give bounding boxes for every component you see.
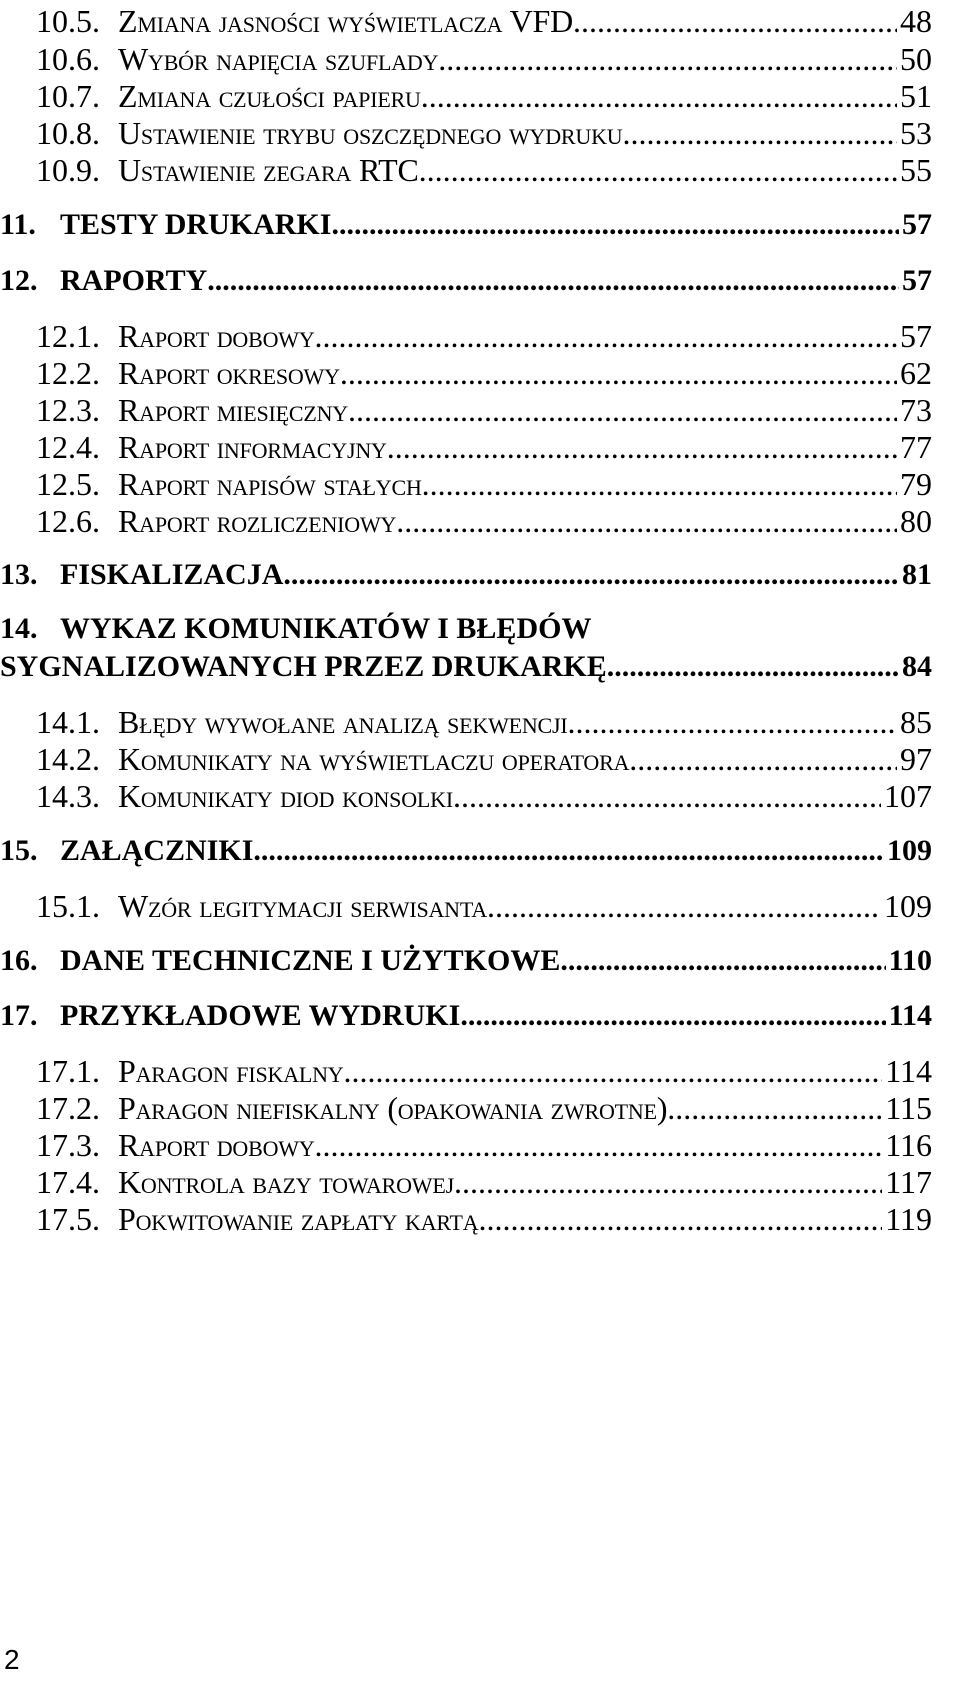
toc-entry-number: 12.5. bbox=[36, 466, 100, 502]
toc-entry-title: Paragon fiskalny bbox=[118, 1053, 344, 1089]
toc-entry-title: Ustawienie zegara RTC bbox=[118, 152, 419, 188]
toc-leader-dots bbox=[460, 997, 885, 1035]
toc-leader-dots bbox=[438, 40, 897, 78]
toc-section-page: 57 bbox=[902, 208, 932, 241]
toc-entry-page: 62 bbox=[900, 355, 932, 391]
toc-section-number: 17. bbox=[0, 999, 38, 1032]
toc-leader-dots bbox=[453, 777, 881, 815]
toc-section-number: 12. bbox=[0, 264, 38, 297]
toc-leader-dots bbox=[315, 317, 897, 355]
toc-section[interactable] bbox=[0, 942, 932, 980]
toc-leader-dots bbox=[253, 832, 884, 870]
toc-section-number: 13. bbox=[0, 558, 38, 591]
toc-entry[interactable] bbox=[36, 1089, 932, 1127]
toc-leader-dots bbox=[421, 77, 897, 115]
toc-entry[interactable] bbox=[36, 391, 932, 429]
toc-entry-number: 15.1. bbox=[36, 888, 100, 924]
toc-section[interactable] bbox=[0, 648, 932, 686]
toc-section-title: ZAŁĄCZNIKI bbox=[60, 834, 254, 867]
toc-entry-page: 57 bbox=[900, 318, 932, 354]
toc-leader-dots bbox=[344, 1052, 883, 1090]
toc-entry-title: Raport dobowy bbox=[118, 1127, 315, 1163]
toc-entry[interactable] bbox=[36, 77, 932, 115]
toc-entry-page: 85 bbox=[900, 704, 932, 740]
toc-section-title: RAPORTY bbox=[60, 264, 208, 297]
toc-entry-number: 14.2. bbox=[36, 741, 100, 777]
toc-leader-dots bbox=[283, 556, 899, 594]
toc-entry-page: 116 bbox=[885, 1127, 932, 1163]
toc-leader-dots bbox=[607, 648, 899, 686]
toc-entry-number: 14.1. bbox=[36, 704, 100, 740]
toc-entry-title: Raport dobowy bbox=[118, 318, 315, 354]
toc-section-number: 16. bbox=[0, 944, 38, 977]
toc-entry[interactable] bbox=[36, 317, 932, 355]
toc-entry-page: 50 bbox=[900, 41, 932, 77]
toc-entry-page: 77 bbox=[900, 429, 932, 465]
toc-entry-title: Zmiana jasności wyświetlacza VFD bbox=[118, 3, 574, 39]
toc-section-page: 110 bbox=[888, 944, 932, 977]
toc-entry-number: 10.6. bbox=[36, 41, 100, 77]
toc-leader-dots bbox=[622, 114, 897, 152]
toc-section[interactable] bbox=[0, 997, 932, 1035]
toc-entry-title: Komunikaty na wyświetlaczu operatora bbox=[118, 741, 630, 777]
toc-leader-dots bbox=[422, 465, 897, 503]
toc-leader-dots bbox=[573, 2, 897, 40]
toc-entry[interactable] bbox=[36, 428, 932, 466]
toc-section-title: WYKAZ KOMUNIKATÓW I BŁĘDÓW bbox=[60, 612, 592, 645]
toc-entry[interactable] bbox=[36, 1052, 932, 1090]
toc-entry-number: 17.3. bbox=[36, 1127, 100, 1163]
toc-entry[interactable] bbox=[36, 354, 932, 392]
toc-entry-number: 12.2. bbox=[36, 355, 100, 391]
toc-entry-page: 51 bbox=[900, 78, 932, 114]
page-number: 2 bbox=[4, 1644, 20, 1675]
toc-entry-page: 119 bbox=[885, 1201, 932, 1237]
toc-section-page: 57 bbox=[902, 264, 932, 297]
toc-section-number: 11. bbox=[0, 208, 36, 241]
toc-section-number: 14. bbox=[0, 612, 38, 645]
toc-entry-number: 12.4. bbox=[36, 429, 100, 465]
toc-section-page: 81 bbox=[902, 558, 932, 591]
toc-entry-title: Zmiana czułości papieru bbox=[118, 78, 421, 114]
toc-leader-dots bbox=[419, 151, 897, 189]
toc-entry-page: 114 bbox=[885, 1053, 932, 1089]
toc-section-title-line1[interactable] bbox=[0, 610, 591, 648]
toc-entry-title: Paragon niefiskalny (opakowania zwrotne) bbox=[118, 1090, 668, 1126]
toc-entry-number: 12.1. bbox=[36, 318, 100, 354]
toc-leader-dots bbox=[387, 428, 897, 466]
toc-entry[interactable] bbox=[36, 1126, 932, 1164]
toc-entry[interactable] bbox=[36, 151, 932, 189]
toc-entry[interactable] bbox=[36, 40, 932, 78]
toc-leader-dots bbox=[315, 1126, 883, 1164]
toc-entry-title: Błędy wywołane analizą sekwencji bbox=[118, 704, 568, 740]
toc-section-number: 15. bbox=[0, 834, 38, 867]
toc-entry-number: 10.8. bbox=[36, 115, 100, 151]
toc-leader-dots bbox=[454, 1163, 882, 1201]
toc-section-page: 114 bbox=[888, 999, 932, 1032]
toc-entry[interactable] bbox=[36, 2, 932, 40]
toc-leader-dots bbox=[331, 206, 899, 244]
toc-section-title: FISKALIZACJA bbox=[60, 558, 284, 591]
toc-section-title: TESTY DRUKARKI bbox=[60, 208, 332, 241]
toc-entry-title: Komunikaty diod konsolki bbox=[118, 778, 453, 814]
toc-section-title: DANE TECHNICZNE I UŻYTKOWE bbox=[60, 944, 561, 977]
toc-entry[interactable] bbox=[36, 740, 932, 778]
toc-leader-dots bbox=[479, 1200, 883, 1238]
toc-entry[interactable] bbox=[36, 465, 932, 503]
toc-entry-number: 17.4. bbox=[36, 1164, 100, 1200]
toc-entry-number: 12.3. bbox=[36, 392, 100, 428]
toc-entry[interactable] bbox=[36, 703, 932, 741]
toc-section-title: PRZYKŁADOWE WYDRUKI bbox=[60, 999, 461, 1032]
toc-entry-title: Kontrola bazy towarowej bbox=[118, 1164, 454, 1200]
toc-entry-title: Raport okresowy bbox=[118, 355, 340, 391]
toc-leader-dots bbox=[487, 887, 881, 925]
toc-leader-dots bbox=[340, 354, 897, 392]
toc-section-page: 109 bbox=[887, 834, 932, 867]
toc-entry-page: 109 bbox=[884, 888, 932, 924]
toc-entry[interactable] bbox=[36, 502, 932, 540]
toc-entry-number: 12.6. bbox=[36, 503, 100, 539]
toc-entry-title: Wzór legitymacji serwisanta bbox=[118, 888, 488, 924]
toc-entry-page: 73 bbox=[900, 392, 932, 428]
toc-section[interactable] bbox=[0, 206, 932, 244]
toc-entry-page: 80 bbox=[900, 503, 932, 539]
toc-leader-dots bbox=[560, 942, 885, 980]
toc-entry-page: 115 bbox=[885, 1090, 932, 1126]
toc-entry-number: 17.5. bbox=[36, 1201, 100, 1237]
toc-entry-number: 14.3. bbox=[36, 778, 100, 814]
toc-leader-dots bbox=[667, 1089, 882, 1127]
toc-entry-page: 53 bbox=[900, 115, 932, 151]
toc-entry-title: Raport miesięczny bbox=[118, 392, 348, 428]
toc-entry-title: Raport napisów stałych bbox=[118, 466, 422, 502]
toc-leader-dots bbox=[396, 502, 897, 540]
toc-section[interactable] bbox=[0, 832, 932, 870]
toc-entry-number: 10.9. bbox=[36, 152, 100, 188]
toc-entry-title: Pokwitowanie zapłaty kartą bbox=[118, 1201, 479, 1237]
toc-entry[interactable] bbox=[36, 1200, 932, 1238]
toc-leader-dots bbox=[348, 391, 897, 429]
toc-entry-page: 117 bbox=[885, 1164, 932, 1200]
toc-leader-dots bbox=[207, 262, 899, 300]
toc-section-title-continued: SYGNALIZOWANYCH PRZEZ DRUKARKĘ bbox=[0, 650, 607, 683]
toc-entry-page: 79 bbox=[900, 466, 932, 502]
toc-entry-page: 48 bbox=[900, 3, 932, 39]
toc-entry-title: Raport rozliczeniowy bbox=[118, 503, 397, 539]
toc-entry-page: 55 bbox=[900, 152, 932, 188]
toc-entry-title: Wybór napięcia szuflady bbox=[118, 41, 439, 77]
toc-entry-page: 107 bbox=[884, 778, 932, 814]
toc-entry-number: 17.2. bbox=[36, 1090, 100, 1126]
toc-entry[interactable] bbox=[36, 1163, 932, 1201]
toc-leader-dots bbox=[629, 740, 897, 778]
toc-section-page: 84 bbox=[902, 650, 932, 683]
toc-entry[interactable] bbox=[36, 777, 932, 815]
toc-entry[interactable] bbox=[36, 887, 932, 925]
toc-entry-title: Ustawienie trybu oszczędnego wydruku bbox=[118, 115, 623, 151]
toc-section[interactable] bbox=[0, 556, 932, 594]
toc-entry-number: 10.7. bbox=[36, 78, 100, 114]
toc-entry-number: 10.5. bbox=[36, 3, 100, 39]
toc-section[interactable] bbox=[0, 262, 932, 300]
toc-entry-title: Raport informacyjny bbox=[118, 429, 387, 465]
toc-entry[interactable] bbox=[36, 114, 932, 152]
toc-leader-dots bbox=[568, 703, 897, 741]
toc-entry-number: 17.1. bbox=[36, 1053, 100, 1089]
toc-entry-page: 97 bbox=[900, 741, 932, 777]
